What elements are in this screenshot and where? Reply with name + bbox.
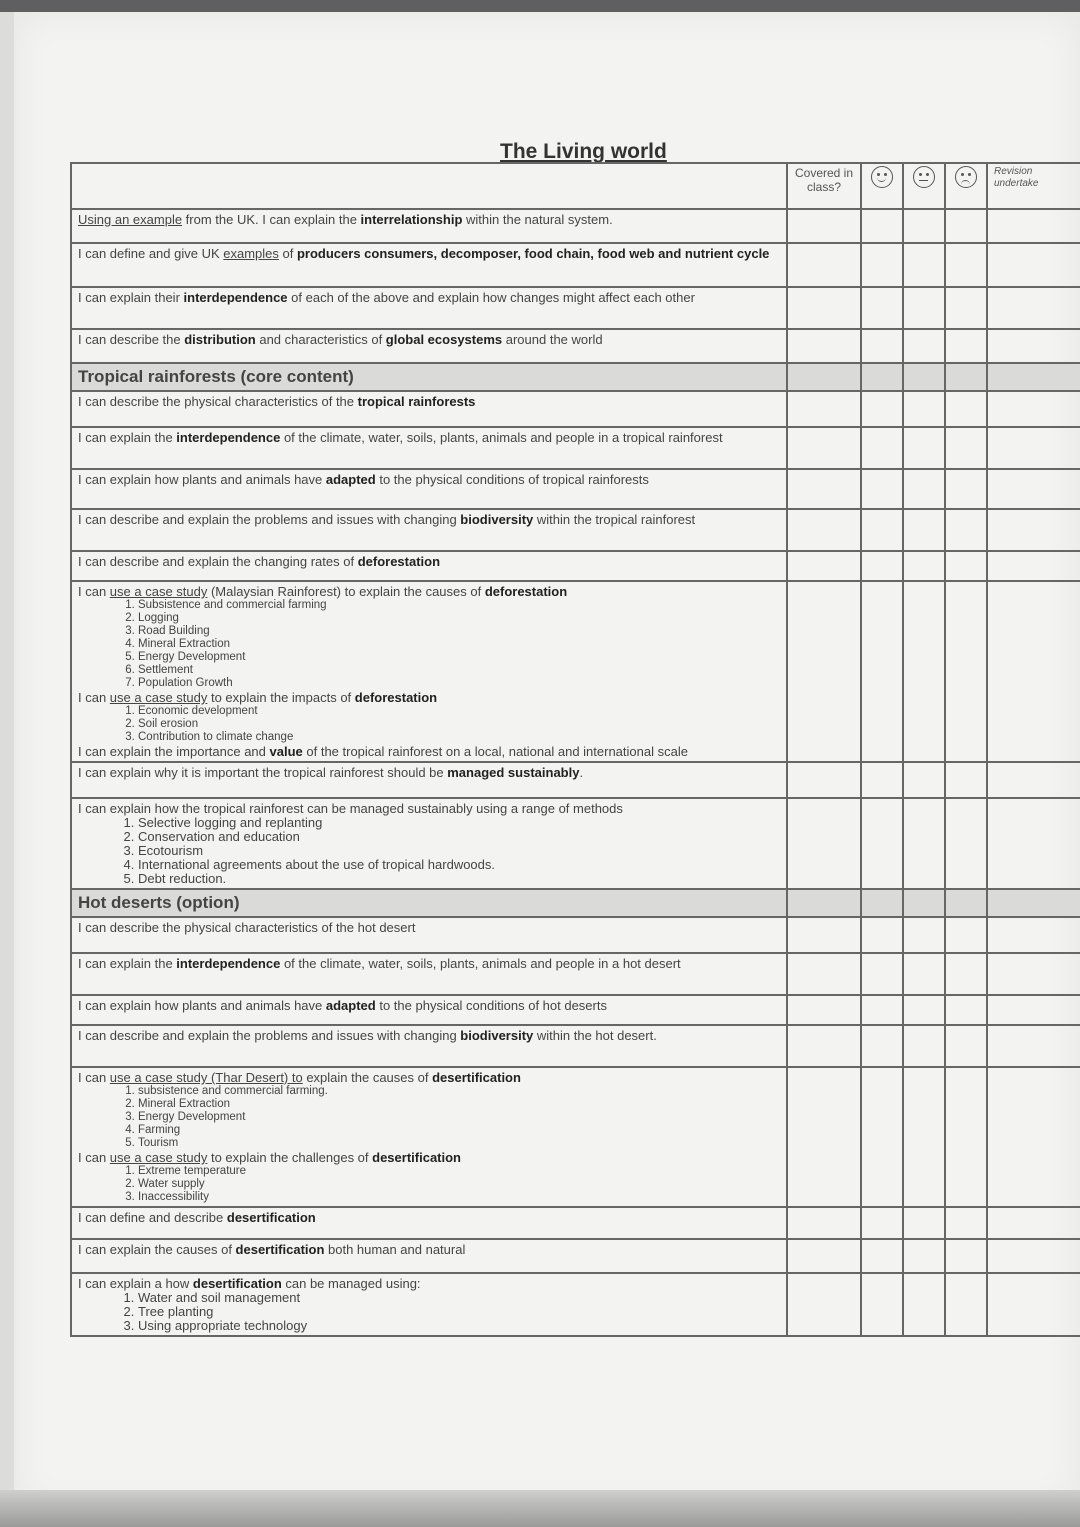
checklist-row [71,469,1080,509]
statement-text [78,956,780,971]
section-shade-cell [987,889,1080,917]
confident-cell[interactable] [861,391,903,427]
statement-cell [71,391,787,427]
key-term: deforestation [357,554,441,569]
text-run: both human and natural [324,1242,466,1257]
covered-checkbox-cell[interactable] [787,581,861,762]
statement-text [78,246,780,261]
statement-text [78,1242,780,1257]
section-shade-cell [787,889,861,917]
unsure-cell[interactable] [903,509,945,551]
not-confident-cell[interactable] [945,1067,987,1207]
section-row [71,889,1080,917]
list-item: 2. Mineral Extraction [138,1098,780,1111]
confident-cell[interactable] [861,798,903,889]
checklist-row [71,953,1080,995]
covered-checkbox-cell[interactable] [787,209,861,243]
statement-cell [71,1273,787,1336]
statement-cell [71,581,787,762]
statement-text [78,332,780,347]
page-title: The Living world [500,140,667,163]
confident-cell[interactable] [861,953,903,995]
neutral-header-cell [903,163,945,209]
unsure-cell[interactable] [903,917,945,953]
section-shade-cell [987,363,1080,391]
statement-text [78,1070,780,1085]
statement-cell [71,1067,787,1207]
numbered-list [78,816,780,886]
confident-cell[interactable] [861,1207,903,1239]
text-run: I can explain how the tropical rainforest can be managed sustainably using a range of methods [78,801,623,816]
unsure-cell[interactable] [903,427,945,469]
list-item: 1. Water and soil management [138,1291,780,1305]
confident-cell[interactable] [861,1067,903,1207]
statement-cell [71,329,787,363]
checklist-row [71,287,1080,329]
text-run: I can explain their [78,290,184,305]
checklist-row [71,209,1080,243]
section-shade-cell [945,363,987,391]
section-shade-cell [945,889,987,917]
text-run: I can explain a how [78,1276,193,1291]
text-run: within the tropical rainforest [533,512,696,527]
not-confident-cell[interactable] [945,762,987,798]
covered-checkbox-cell[interactable] [787,1239,861,1273]
not-confident-cell[interactable] [945,391,987,427]
key-term: deforestation [484,584,568,599]
unsure-cell[interactable] [903,551,945,581]
unsure-cell[interactable] [903,1067,945,1207]
statement-text [78,212,780,227]
covered-checkbox-cell[interactable] [787,1067,861,1207]
text-run: and characteristics of [255,332,386,347]
checklist-row [71,917,1080,953]
text-run: I can explain the [78,430,177,445]
confident-cell[interactable] [861,1025,903,1067]
text-run: within the natural system. [462,212,613,227]
checklist-table [70,162,1080,1337]
section-heading: Hot deserts (option) [71,889,787,917]
not-confident-cell[interactable] [945,329,987,363]
text-run: to the physical conditions of hot deserts [375,998,607,1013]
text-run: to explain the challenges of [207,1150,373,1165]
statement-cell [71,287,787,329]
list-item: 2. Water supply [138,1178,780,1191]
happy-header-cell [861,163,903,209]
confident-cell[interactable] [861,1239,903,1273]
list-item: 1. subsistence and commercial farming. [138,1085,780,1098]
unsure-cell[interactable] [903,209,945,243]
covered-checkbox-cell[interactable] [787,551,861,581]
confident-cell[interactable] [861,509,903,551]
confident-cell[interactable] [861,995,903,1025]
revision-cell[interactable] [987,953,1080,995]
text-run: I can explain why it is important the tropical rainforest should be [78,765,448,780]
text-run: I can [78,1150,110,1165]
covered-checkbox-cell[interactable] [787,391,861,427]
not-confident-cell[interactable] [945,1239,987,1273]
confident-cell[interactable] [861,287,903,329]
unsure-cell[interactable] [903,953,945,995]
text-run: to explain the impacts of [207,690,355,705]
revision-cell[interactable] [987,995,1080,1025]
confident-cell[interactable] [861,581,903,762]
statement-cell [71,551,787,581]
unsure-cell[interactable] [903,581,945,762]
revision-cell[interactable] [987,427,1080,469]
statement-text [78,430,780,445]
list-item: 5. Tourism [138,1137,780,1150]
text-run: . [579,765,584,780]
key-term: distribution [184,332,256,347]
checklist-row [71,391,1080,427]
revision-cell[interactable] [987,1025,1080,1067]
not-confident-cell[interactable] [945,469,987,509]
not-confident-cell[interactable] [945,798,987,889]
statement-text [78,1028,780,1043]
text-run: explain the causes of [302,1070,433,1085]
key-term: desertification [372,1150,461,1165]
not-confident-cell[interactable] [945,1025,987,1067]
text-run: I can describe and explain the problems and issues with changing [78,1028,461,1043]
revision-cell[interactable] [987,917,1080,953]
list-item: 1. Selective logging and replanting [138,816,780,830]
checklist-row [71,243,1080,287]
statement-text [78,998,780,1013]
covered-checkbox-cell[interactable] [787,427,861,469]
header-row [71,163,1080,209]
not-confident-cell[interactable] [945,509,987,551]
statement-text [78,512,780,527]
statement-cell [71,427,787,469]
checklist-row [71,551,1080,581]
checklist-row [71,427,1080,469]
underlined-text: use a case study [109,690,208,705]
statement-cell [71,917,787,953]
statement-text [78,690,780,705]
text-run: I can describe the physical characteristics of the hot desert [78,920,416,935]
not-confident-cell[interactable] [945,1207,987,1239]
statement-text [78,472,780,487]
section-heading: Tropical rainforests (core content) [71,363,787,391]
statement-cell [71,209,787,243]
section-shade-cell [787,363,861,391]
section-shade-cell [903,363,945,391]
statement-cell [71,798,787,889]
text-run: I can explain the importance and [78,744,270,759]
covered-checkbox-cell[interactable] [787,287,861,329]
text-run: I can define and give UK [78,246,224,261]
not-confident-cell[interactable] [945,995,987,1025]
list-item: 3. Contribution to climate change [138,731,780,744]
scan-top-edge [0,0,1080,12]
covered-checkbox-cell[interactable] [787,798,861,889]
checklist-row [71,798,1080,889]
statement-cell [71,469,787,509]
revision-cell[interactable] [987,209,1080,243]
checklist-row [71,762,1080,798]
text-run: I can explain how plants and animals have [78,472,326,487]
statement-cell [71,509,787,551]
key-term: biodiversity [460,512,534,527]
numbered-list [78,1291,780,1333]
key-term: desertification [432,1070,521,1085]
revision-cell[interactable] [987,551,1080,581]
list-item: 2. Logging [138,612,780,625]
revision-cell[interactable] [987,391,1080,427]
unsure-cell[interactable] [903,798,945,889]
header-blank-cell [71,163,787,209]
unsure-cell[interactable] [903,391,945,427]
covered-checkbox-cell[interactable] [787,509,861,551]
text-run: I can [78,584,110,599]
sad-header-cell [945,163,987,209]
underlined-text: use a case study [109,584,208,599]
unsure-cell[interactable] [903,469,945,509]
key-term: interdependence [176,956,281,971]
section-row [71,363,1080,391]
covered-checkbox-cell[interactable] [787,1273,861,1336]
confident-cell[interactable] [861,243,903,287]
unsure-cell[interactable] [903,995,945,1025]
text-run: from the UK. I can explain the [182,212,361,227]
text-run: I can [78,1070,110,1085]
underlined-text: use a case study (Thar Desert) to [109,1070,303,1085]
numbered-list [78,705,780,744]
not-confident-cell[interactable] [945,209,987,243]
checklist-row [71,1239,1080,1273]
text-run: within the hot desert. [533,1028,657,1043]
revision-cell[interactable] [987,287,1080,329]
not-confident-cell[interactable] [945,551,987,581]
not-confident-cell[interactable] [945,287,987,329]
covered-checkbox-cell[interactable] [787,762,861,798]
confident-cell[interactable] [861,551,903,581]
list-item: 5. Debt reduction. [138,872,780,886]
covered-checkbox-cell[interactable] [787,329,861,363]
revision-cell[interactable] [987,798,1080,889]
key-term: tropical rainforests [357,394,476,409]
checklist-body [71,209,1080,1336]
statement-text [78,554,780,569]
unsure-cell[interactable] [903,287,945,329]
revision-cell[interactable] [987,1239,1080,1273]
list-item: 1. Subsistence and commercial farming [138,599,780,612]
statement-text [78,394,780,409]
not-confident-cell[interactable] [945,1273,987,1336]
covered-checkbox-cell[interactable] [787,917,861,953]
not-confident-cell[interactable] [945,953,987,995]
statement-text [78,765,780,780]
covered-checkbox-cell[interactable] [787,243,861,287]
checklist-row [71,581,1080,762]
key-term: value [269,744,303,759]
not-confident-cell[interactable] [945,917,987,953]
key-term: interdependence [183,290,288,305]
list-item: 4. International agreements about the use of tropical hardwoods. [138,858,780,872]
scan-bottom-edge [0,1490,1080,1527]
covered-checkbox-cell[interactable] [787,995,861,1025]
statement-text [78,801,780,816]
not-confident-cell[interactable] [945,427,987,469]
underlined-text: use a case study [109,1150,208,1165]
key-term: desertification [192,1276,282,1291]
revision-cell[interactable] [987,469,1080,509]
key-term: desertification [235,1242,325,1257]
confident-cell[interactable] [861,329,903,363]
text-run: I can explain the causes of [78,1242,236,1257]
text-run: of the climate, water, soils, plants, animals and people in a hot desert [280,956,681,971]
happy-face-icon [871,166,893,188]
key-term: managed sustainably [447,765,580,780]
text-run: I can explain how plants and animals have [78,998,326,1013]
list-item: 2. Conservation and education [138,830,780,844]
sad-face-icon [955,166,977,188]
text-run: of the tropical rainforest on a local, national and international scale [302,744,688,759]
numbered-list [78,599,780,690]
unsure-cell[interactable] [903,329,945,363]
statement-cell [71,243,787,287]
key-term: global ecosystems [385,332,503,347]
list-item: 6. Settlement [138,664,780,677]
underlined-text: Using an example [78,212,183,227]
text-run: can be managed using: [281,1276,421,1291]
statement-cell [71,995,787,1025]
key-term: interdependence [176,430,281,445]
checklist-row [71,1207,1080,1239]
unsure-cell[interactable] [903,1239,945,1273]
list-item: 4. Farming [138,1124,780,1137]
confident-cell[interactable] [861,762,903,798]
key-term: desertification [226,1210,316,1225]
covered-checkbox-cell[interactable] [787,1207,861,1239]
revision-cell[interactable] [987,1273,1080,1336]
text-run: of the climate, water, soils, plants, animals and people in a tropical rainforest [280,430,723,445]
revision-undertaken-header: Revision undertake [987,163,1080,209]
text-run: around the world [502,332,603,347]
list-item: 2. Tree planting [138,1305,780,1319]
covered-checkbox-cell[interactable] [787,953,861,995]
statement-text [78,1276,780,1291]
checklist-row [71,1025,1080,1067]
covered-in-class-header: Covered in class? [787,163,861,209]
text-run: of each of the above and explain how changes might affect each other [287,290,695,305]
revision-cell[interactable] [987,509,1080,551]
confident-cell[interactable] [861,1273,903,1336]
statement-cell [71,953,787,995]
text-run: I can describe the [78,332,185,347]
list-item: 7. Population Growth [138,677,780,690]
revision-cell[interactable] [987,243,1080,287]
statement-text [78,290,780,305]
underlined-text: examples [223,246,279,261]
list-item: 3. Road Building [138,625,780,638]
checklist-row [71,1273,1080,1336]
statement-text [78,1150,780,1165]
list-item: 3. Energy Development [138,1111,780,1124]
covered-checkbox-cell[interactable] [787,469,861,509]
text-run: to the physical conditions of tropical rainforests [375,472,649,487]
neutral-face-icon [913,166,935,188]
list-item: 1. Extreme temperature [138,1165,780,1178]
statement-cell [71,762,787,798]
key-term: adapted [325,998,376,1013]
key-term: adapted [325,472,376,487]
revision-cell[interactable] [987,329,1080,363]
key-term: biodiversity [460,1028,534,1043]
not-confident-cell[interactable] [945,581,987,762]
section-shade-cell [861,363,903,391]
text-run: I can [78,690,110,705]
list-item: 3. Inaccessibility [138,1191,780,1204]
checklist-row [71,1067,1080,1207]
text-run: I can describe and explain the problems and issues with changing [78,512,461,527]
statement-cell [71,1239,787,1273]
revision-cell[interactable] [987,762,1080,798]
text-run: I can define and describe [78,1210,227,1225]
text-run: I can explain the [78,956,177,971]
list-item: 3. Ecotourism [138,844,780,858]
statement-cell [71,1025,787,1067]
numbered-list [78,1165,780,1204]
list-item: 1. Economic development [138,705,780,718]
statement-text [78,584,780,599]
confident-cell[interactable] [861,469,903,509]
revision-cell[interactable] [987,1207,1080,1239]
list-item: 3. Using appropriate technology [138,1319,780,1333]
confident-cell[interactable] [861,209,903,243]
checklist-row [71,509,1080,551]
text-run: I can describe and explain the changing rates of [78,554,358,569]
statement-text [78,744,780,759]
statement-text [78,1210,780,1225]
list-item: 2. Soil erosion [138,718,780,731]
checklist-row [71,995,1080,1025]
statement-text [78,920,780,935]
key-term: producers consumers, decomposer, food chain, food web and nutrient cycle [296,246,770,261]
text-run: of [278,246,297,261]
statement-cell [71,1207,787,1239]
section-shade-cell [861,889,903,917]
unsure-cell[interactable] [903,243,945,287]
confident-cell[interactable] [861,917,903,953]
text-run: (Malaysian Rainforest) to explain the causes of [207,584,485,599]
unsure-cell[interactable] [903,762,945,798]
list-item: 5. Energy Development [138,651,780,664]
revision-cell[interactable] [987,1067,1080,1207]
checklist-row [71,329,1080,363]
section-shade-cell [903,889,945,917]
revision-cell[interactable] [987,581,1080,762]
numbered-list [78,1085,780,1150]
text-run: I can describe the physical characteristics of the [78,394,358,409]
confident-cell[interactable] [861,427,903,469]
list-item: 4. Mineral Extraction [138,638,780,651]
unsure-cell[interactable] [903,1025,945,1067]
key-term: interrelationship [360,212,463,227]
key-term: deforestation [354,690,438,705]
unsure-cell[interactable] [903,1207,945,1239]
not-confident-cell[interactable] [945,243,987,287]
unsure-cell[interactable] [903,1273,945,1336]
covered-checkbox-cell[interactable] [787,1025,861,1067]
